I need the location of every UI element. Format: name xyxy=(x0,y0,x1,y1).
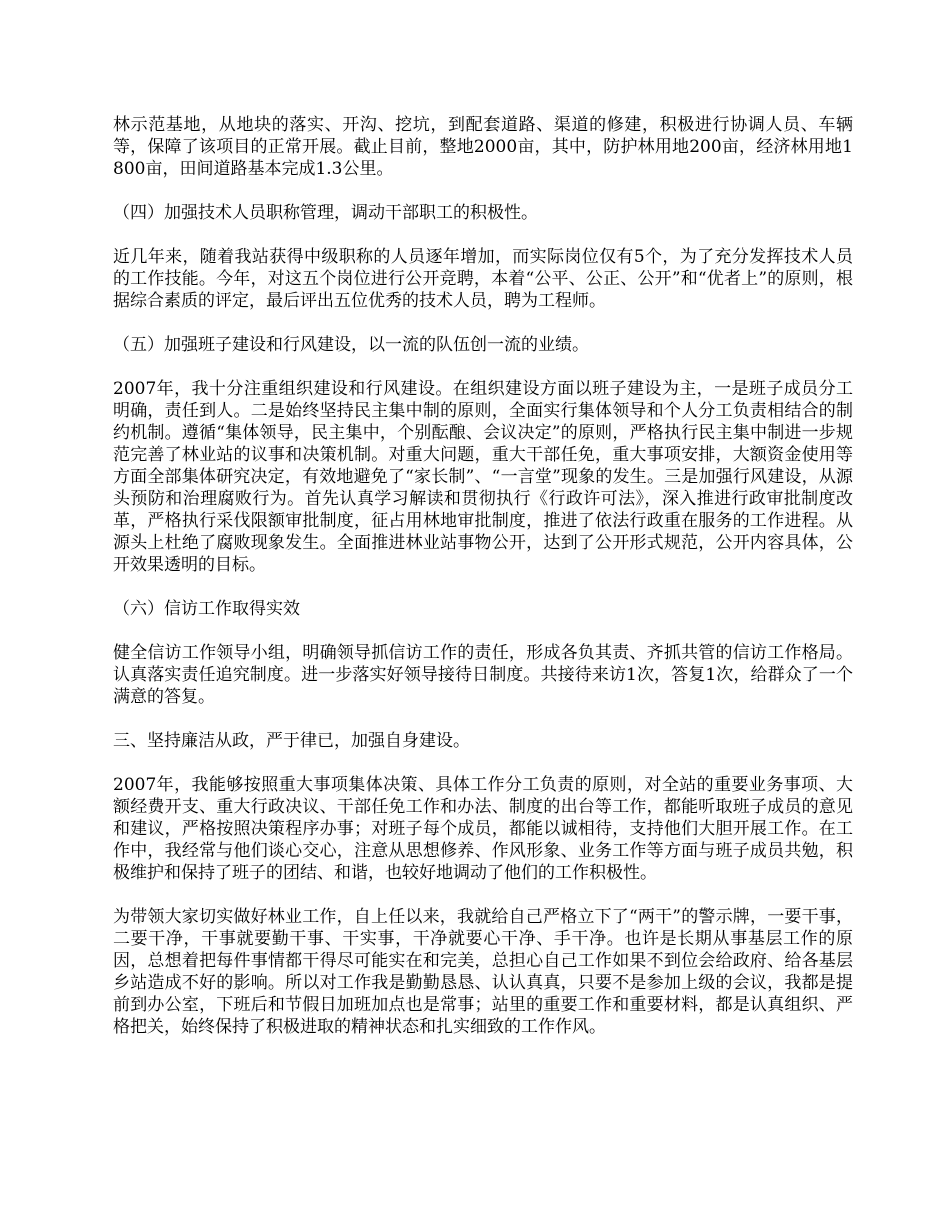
paragraph-team-building: 2007年，我十分注重组织建设和行风建设。在组织建设方面以班子建设为主，一是班子成员分工明确，责任到人。二是始终坚持民主集中制的原则，全面实行集体领导和个人分工负责相结合的制约机制。遵循“集体领导，民主集中，个别酝酿、会议决定”的原则，严格执行民主集中制进一步规范完善了林业站的议事和决策机制。对重大问题，重大干部任免，重大事项安排，大额资金使用等方面全部集体研究决定，有效地避免了“家长制”、“一言堂”现象的发生。三是加强行风建设，从源头预防和治理腐败行为。首先认真学习解读和贯彻执行《行政许可法》，深入推进行政审批制度改革，严格执行采伐限额审批制度，征占用林地审批制度，推进了依法行政重在服务的工作进程。从源头上杜绝了腐败现象发生。全面推进林业站事物公开，达到了公开形式规范，公开内容具体，公开效果透明的目标。 xyxy=(113,379,853,575)
section-heading-5: （五）加强班子建设和行风建设，以一流的队伍创一流的业绩。 xyxy=(113,335,589,355)
paragraph-petitions: 健全信访工作领导小组，明确领导抓信访工作的责任，形成各负其责、齐抓共管的信访工作格局。认真落实责任追究制度。进一步落实好领导接待日制度。共接待来访1次，答复1次，给群众了一个满意的答复。 xyxy=(113,643,853,707)
paragraph-project-progress: 林示范基地，从地块的落实、开沟、挖坑，到配套道路、渠道的修建，积极进行协调人员、车辆等，保障了该项目的正常开展。截止目前，整地2000亩，其中，防护林用地200亩，经济林用地1800亩，田间道路基本完成1.3公里。 xyxy=(113,115,853,179)
document-page xyxy=(113,114,853,1060)
section-heading-6: （六）信访工作取得实效 xyxy=(113,599,300,619)
section-heading-4: （四）加强技术人员职称管理，调动干部职工的积极性。 xyxy=(113,203,538,223)
paragraph-self-discipline: 为带领大家切实做好林业工作，自上任以来，我就给自己严格立下了“两干”的警示牌，一要干事，二要干净，干事就要勤干事、干实事，干净就要心干净、手干净。也许是长期从事基层工作的原因，总想着把每件事情都干得尽可能实在和完美，总担心自己工作如果不到位会给政府、给各基层乡站造成不好的影响。所以对工作我是勤勤恳恳、认认真真，只要不是参加上级的会议，我都是提前到办公室，下班后和节假日加班加点也是常事；站里的重要工作和重要材料，都是认真组织、严格把关，始终保持了积极进取的精神状态和扎实细致的工作作风。 xyxy=(113,907,853,1037)
paragraph-collective-decision: 2007年，我能够按照重大事项集体决策、具体工作分工负责的原则，对全站的重要业务事项、大额经费开支、重大行政决议、干部任免工作和办法、制度的出台等工作，都能听取班子成员的意见和建议，严格按照决策程序办事；对班子每个成员，都能以诚相待，支持他们大胆开展工作。在工作中，我经常与他们谈心交心，注意从思想修养、作风形象、业务工作等方面与班子成员共勉，积极维护和保持了班子的团结、和谐，也较好地调动了他们的工作积极性。 xyxy=(113,775,853,883)
paragraph-technical-titles: 近几年来，随着我站获得中级职称的人员逐年增加，而实际岗位仅有5个，为了充分发挥技术人员的工作技能。今年，对这五个岗位进行公开竞聘，本着“公平、公正、公开”和“优者上”的原则，根据综合素质的评定，最后评出五位优秀的技术人员，聘为工程师。 xyxy=(113,247,853,311)
section-heading-3: 三、坚持廉洁从政，严于律已，加强自身建设。 xyxy=(113,731,470,751)
